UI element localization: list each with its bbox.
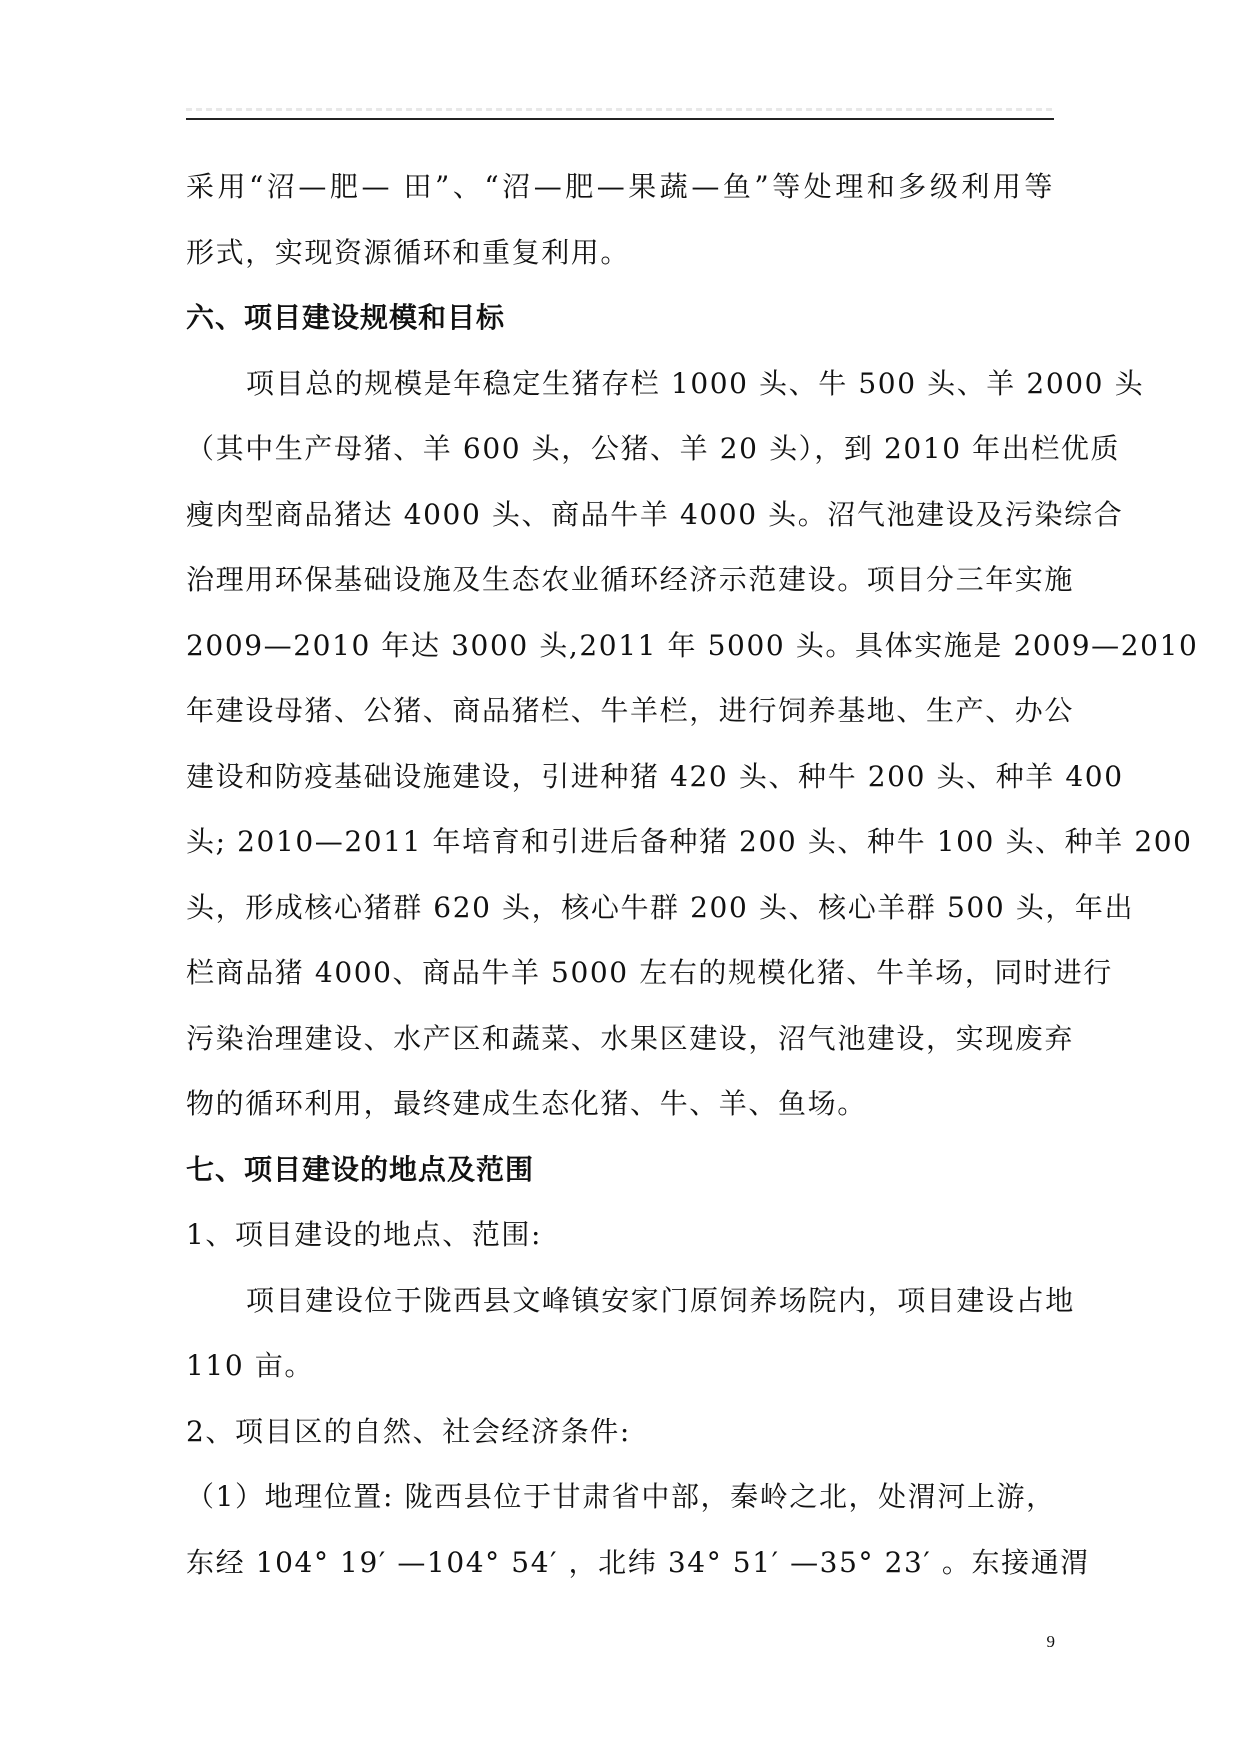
paragraph-line: 污染治理建设、水产区和蔬菜、水果区建设，沼气池建设，实现废弃 [186,1021,1075,1055]
paragraph-line: 栏商品猪 4000、商品牛羊 5000 左右的规模化猪、牛羊场，同时进行 [186,956,1113,989]
paragraph-line: 瘦肉型商品猪达 4000 头、商品牛羊 4000 头。沼气池建设及污染综合 [186,497,1124,531]
subsection-heading: 2、项目区的自然、社会经济条件: [186,1414,631,1448]
paragraph-line: 头; 2010—2011 年培育和引进后备种猪 200 头、种牛 100 头、种羊 200 [186,825,1193,858]
subsection-heading: 1、项目建设的地点、范围: [186,1218,543,1251]
paragraph-line: 头，形成核心猪群 620 头，核心牛群 200 头、核心羊群 500 头，年出 [186,890,1135,924]
paragraph-line: 2009—2010 年达 3000 头,2011 年 5000 头。具体实施是 2009—2010 [186,628,1199,662]
paragraph-line: 形式，实现资源循环和重复利用。 [186,235,631,269]
paragraph-line: （其中生产母猪、羊 600 头，公猪、羊 20 头），到 2010 年出栏优质 [186,432,1121,465]
paragraph-line: 110 亩。 [186,1349,314,1382]
paragraph-line: （1）地理位置: 陇西县位于甘肃省中部，秦岭之北，处渭河上游， [186,1480,1056,1513]
paragraph-line: 采用“沼—肥— 田”、“沼—肥—果蔬—鱼”等处理和多级利用等 [186,170,1054,203]
document-body [186,154,1199,1595]
paragraph-line: 项目总的规模是年稳定生猪存栏 1000 头、牛 500 头、羊 2000 头 [246,366,1145,400]
section-heading: 七、项目建设的地点及范围 [186,1152,535,1186]
header-rule [186,118,1054,120]
paragraph-line: 东经 104° 19′ —104° 54′ ，北纬 34° 51′ —35° 23′ 。东接通渭 [186,1545,1090,1579]
paragraph-line: 物的循环利用，最终建成生态化猪、牛、羊、鱼场。 [186,1087,867,1120]
section-heading: 六、项目建设规模和目标 [186,301,506,334]
paragraph-line: 项目建设位于陇西县文峰镇安家门原饲养场院内，项目建设占地 [246,1283,1075,1317]
paragraph-line: 年建设母猪、公猪、商品猪栏、牛羊栏，进行饲养基地、生产、办公 [186,694,1075,727]
paragraph-line: 建设和防疫基础设施建设，引进种猪 420 头、种牛 200 头、种羊 400 [186,759,1124,793]
page-number: 9 [1046,1632,1055,1651]
header-watermark-text [186,108,1054,111]
paragraph-line: 治理用环保基础设施及生态农业循环经济示范建设。项目分三年实施 [186,563,1075,596]
